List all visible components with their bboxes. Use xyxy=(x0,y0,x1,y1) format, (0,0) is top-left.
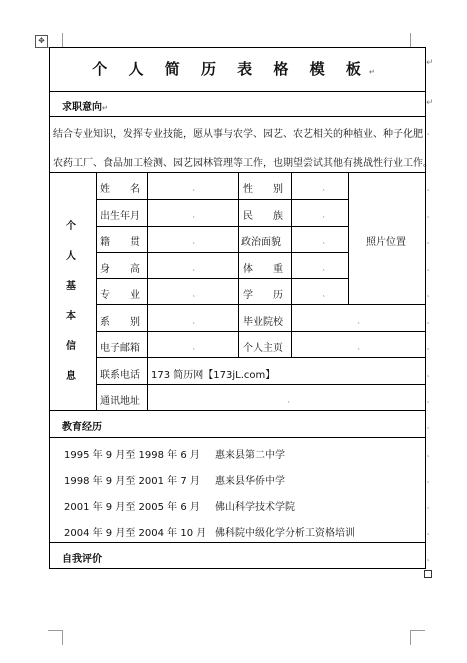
row-end-mark: ˛ xyxy=(426,526,431,536)
native-place-label: 籍 贯 xyxy=(100,237,140,248)
edu-period-4: 2004 年 9 月至 2004 年 10 月 xyxy=(64,528,207,539)
phone-label: 联系电话 xyxy=(100,370,140,381)
row-line xyxy=(49,410,426,411)
row-end-mark: ˛ xyxy=(426,262,431,272)
edu-school-2: 惠来县华侨中学 xyxy=(215,476,285,487)
objective-text-line1: 结合专业知识，发挥专业技能，愿从事与农学、园艺、农艺相关的种植业、种子化肥 xyxy=(53,129,423,140)
birth-label: 出生年月 xyxy=(100,211,140,222)
degree-label: 学 历 xyxy=(243,290,283,301)
department-value-cell[interactable]: ˛ xyxy=(192,316,196,324)
row-end-mark: ˛ xyxy=(426,315,431,325)
ethnic-label: 民 族 xyxy=(243,211,283,222)
row-end-mark: ˛ xyxy=(426,288,431,298)
crop-mark-bottom-right xyxy=(410,630,425,645)
weight-value-cell[interactable]: ˛ xyxy=(322,263,326,271)
row-end-mark: ˛ xyxy=(426,552,431,562)
homepage-value-cell[interactable]: ˛ xyxy=(357,342,361,350)
objective-heading: 求职意向↵ xyxy=(62,102,108,113)
table-border-left xyxy=(49,47,50,568)
homepage-label: 个人主页 xyxy=(243,343,283,354)
col-line xyxy=(238,172,239,357)
address-label: 通讯地址 xyxy=(100,396,140,407)
native-value-cell[interactable]: ˛ xyxy=(192,236,196,244)
name-label: 姓 名 xyxy=(100,184,140,195)
email-value-cell[interactable]: ˛ xyxy=(192,342,196,350)
ethnic-value-cell[interactable]: ˛ xyxy=(322,210,326,218)
row-line xyxy=(96,252,348,253)
gender-label: 性 别 xyxy=(243,184,283,195)
row-end-mark: ˛ xyxy=(426,448,431,458)
table-border-top xyxy=(49,47,426,48)
objective-text-line2: 农药工厂、食品加工检测、园艺园林管理等工作，也期望尝试其他有挑战性行业工作。 xyxy=(53,158,433,169)
department-label: 系 别 xyxy=(100,317,140,328)
self-evaluation-heading: 自我评价 xyxy=(62,554,102,565)
row-end-mark: ˛ xyxy=(426,394,431,404)
row-end-mark: ↵ xyxy=(426,98,434,108)
name-value-cell[interactable]: ˛ xyxy=(192,183,196,191)
email-label: 电子邮箱 xyxy=(100,343,140,354)
row-line xyxy=(96,357,426,358)
crop-mark-bottom-left xyxy=(48,630,63,645)
major-label: 专 业 xyxy=(100,290,140,301)
height-value-cell[interactable]: ˛ xyxy=(192,263,196,271)
birth-value-cell[interactable]: ˛ xyxy=(192,210,196,218)
row-end-mark: ˛ xyxy=(426,474,431,484)
political-value-cell[interactable]: ˛ xyxy=(322,236,326,244)
row-line xyxy=(96,331,426,332)
gender-value-cell[interactable]: ˛ xyxy=(322,183,326,191)
personal-info-side-label: 个 人 基 本 信 息 xyxy=(66,221,76,382)
row-end-mark: ˛ xyxy=(426,126,431,136)
phone-value[interactable]: 173 简历网【173jL.com】 xyxy=(151,370,276,381)
crop-mark-top-left xyxy=(48,33,63,48)
row-line xyxy=(96,199,348,200)
row-line xyxy=(96,384,426,385)
row-end-mark: ˛ xyxy=(426,182,431,192)
edu-school-4: 佛科院中级化学分析工资格培训 xyxy=(215,528,355,539)
row-line xyxy=(49,542,426,543)
edu-school-1: 惠来县第二中学 xyxy=(215,450,285,461)
table-border-bottom xyxy=(49,568,426,569)
weight-label: 体 重 xyxy=(243,264,283,275)
row-line xyxy=(96,304,426,305)
school-label: 毕业院校 xyxy=(243,317,283,328)
crop-mark-top-right xyxy=(410,33,425,48)
row-end-mark: ↵ xyxy=(426,58,434,68)
education-heading: 教育经历 xyxy=(62,422,102,433)
col-line xyxy=(96,172,97,410)
table-resize-handle[interactable] xyxy=(424,570,432,578)
height-label: 身 高 xyxy=(100,264,140,275)
row-line xyxy=(96,278,348,279)
photo-placeholder[interactable]: 照片位置 xyxy=(366,237,406,248)
edu-period-1: 1995 年 9 月至 1998 年 6 月 xyxy=(64,450,200,461)
major-value-cell[interactable]: ˛ xyxy=(192,289,196,297)
row-line xyxy=(49,116,426,117)
row-end-mark: ˛ xyxy=(426,420,431,430)
page-title: 个 人 简 历 表 格 模 板↵ xyxy=(92,60,383,78)
row-end-mark: ˛ xyxy=(426,209,431,219)
row-line xyxy=(96,226,348,227)
col-line xyxy=(291,172,292,357)
edu-period-3: 2001 年 9 月至 2005 年 6 月 xyxy=(64,502,200,513)
row-end-mark: ˛ xyxy=(426,368,431,378)
row-line xyxy=(49,91,426,92)
school-value-cell[interactable]: ˛ xyxy=(357,316,361,324)
row-end-mark: ˛ xyxy=(426,341,431,351)
degree-value-cell[interactable]: ˛ xyxy=(322,289,326,297)
row-end-mark: ˛ xyxy=(426,500,431,510)
political-status-label: 政治面貌 xyxy=(241,237,281,248)
address-value-cell[interactable]: ˛ xyxy=(287,395,291,403)
table-move-handle[interactable]: ✥ xyxy=(35,35,48,48)
edu-period-2: 1998 年 9 月至 2001 年 7 月 xyxy=(64,476,200,487)
edu-school-3: 佛山科学技术学院 xyxy=(215,502,295,513)
col-line xyxy=(348,172,349,304)
col-line xyxy=(147,172,148,410)
row-line xyxy=(49,437,426,438)
row-end-mark: ˛ xyxy=(426,235,431,245)
